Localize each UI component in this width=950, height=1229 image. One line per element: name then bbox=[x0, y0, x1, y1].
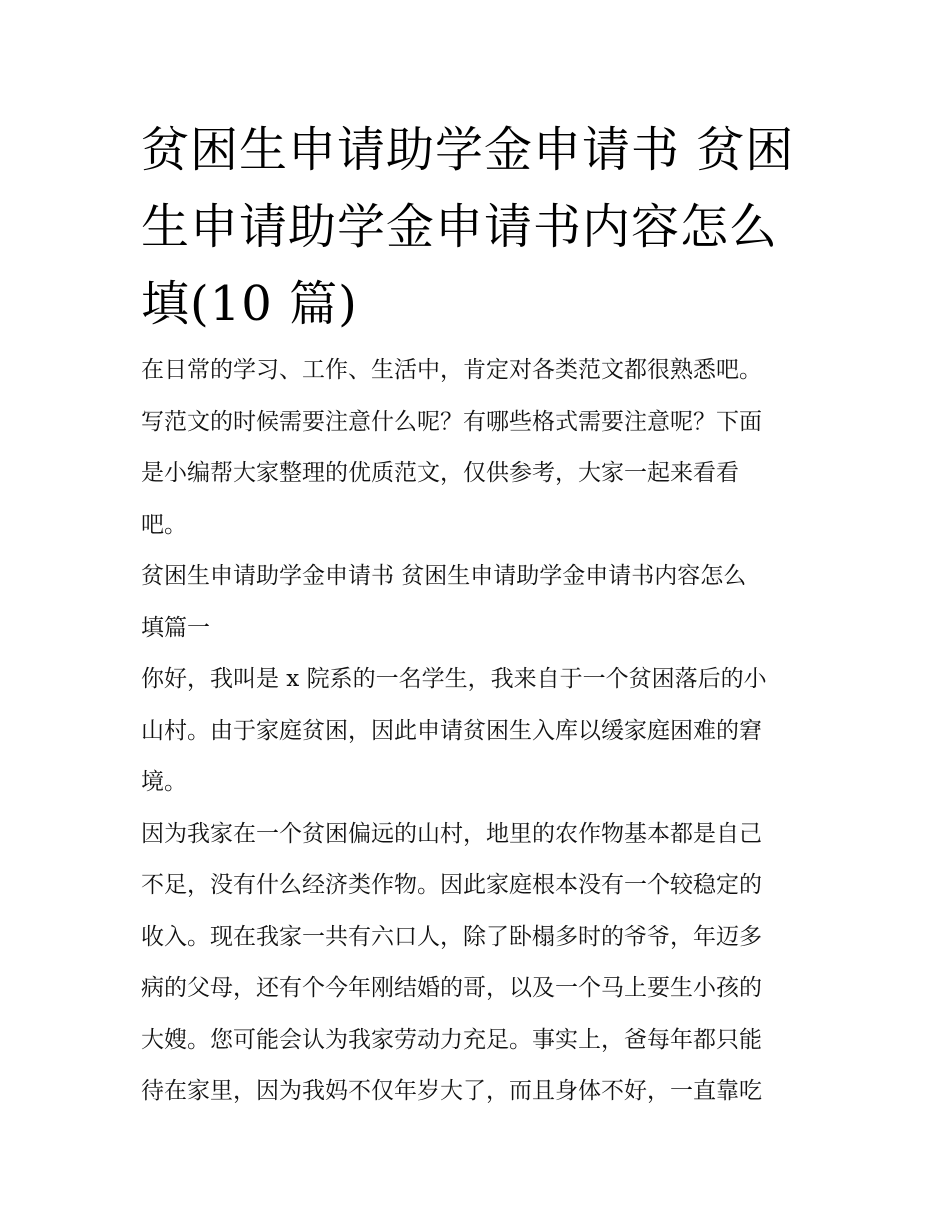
document-title: 贫困生申请助学金申请书 贫困 生申请助学金申请书内容怎么 填(10 篇) bbox=[141, 122, 795, 332]
body-paragraph: 因为我家在一个贫困偏远的山村，地里的农作物基本都是自己 不足，没有什么经济类作物。因此家庭根本没有一个较稳定的 收入。现在我家一共有六口人，除了卧榻多时的爷爷，年迈多 病的父母，还有个今年刚结婚的哥，以及一个马上要生小孩的 大嫂。您可能会认为我家劳动力充足。事实上，爸每年都只能 待在家里，因为我妈不仅年岁大了，而且身体不好，一直靠吃 bbox=[141, 820, 762, 1104]
intro-paragraph: 在日常的学习、工作、生活中，肯定对各类范文都很熟悉吧。 写范文的时候需要注意什么呢？有哪些格式需要注意呢？下面 是小编帮大家整理的优质范文，仅供参考，大家一起来看看 吧。 bbox=[141, 357, 762, 538]
document-body bbox=[141, 112, 813, 1118]
section-heading: 贫困生申请助学金申请书 贫困生申请助学金申请书内容怎么 填篇一 bbox=[141, 563, 747, 641]
body-paragraph: 你好，我叫是 x 院系的一名学生，我来自于一个贫困落后的小 山村。由于家庭贫困，因此申请贫困生入库以缓家庭困难的窘 境。 bbox=[141, 666, 767, 795]
